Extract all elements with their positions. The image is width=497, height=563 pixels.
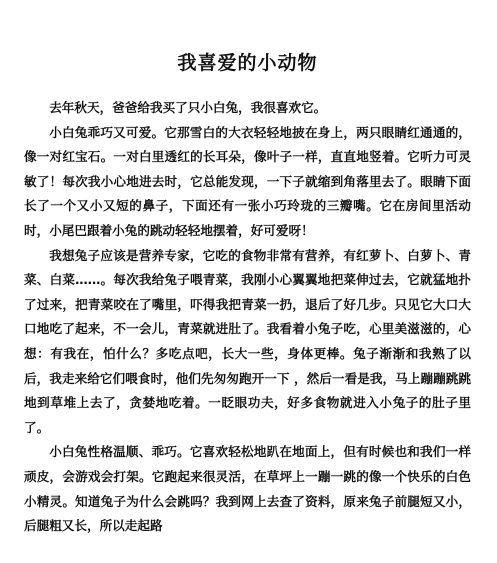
article-body (24, 96, 471, 539)
paragraph-2: 小白兔乖巧又可爱。它那雪白的大衣轻轻地披在身上，两只眼睛红通通的，像一对红宝石。一对白里透红的长耳朵，像叶子一样，直直地竖着。它听力可灵敏了！每次我小心地进去时，它总能发现，一下子就缩到角落里去了。眼睛下面长了一个又小又短的鼻子，下面还有一张小巧玲珑的三瓣嘴。它在房间里活动时，小尾巴跟着小兔的跳动轻轻地摆着，好可爱呀！ (24, 124, 471, 238)
paragraph-4: 小白兔性格温顺、乖巧。它喜欢轻松地趴在地面上，但有时候也和我们一样顽皮，会游戏会打架。它跑起来很灵活，在草坪上一蹦一跳的像一个快乐的白色小精灵。知道兔子为什么会跳吗？我到网上去查了资料，原来兔子前腿短又小，后腿粗又长，所以走起路 (24, 444, 471, 534)
article-title: 我喜爱的小动物 (177, 52, 318, 74)
paragraph-1: 去年秋天，爸爸给我买了只小白兔，我很喜欢它。 (49, 100, 327, 115)
paragraph-3: 我想兔子应该是营养专家，它吃的食物非常有营养，有红萝卜、白萝卜、青菜、白菜……。每次我给兔子喂青菜，我刚小心翼翼地把菜伸过去，它就猛地扑了过来，把青菜咬在了嘴里，吓得我把青菜一扔，退后了好几步。只见它大口大口地吃了起来，不一会儿，青菜就进肚了。我看着小兔子吃，心里美滋滋的，心想：有我在，怕什么？多吃点吧，长大一些，身体更棒。兔子渐渐和我熟了以后，我走来给它们喂食时，他们先匆匆跑开一下 ，然后一看是我，马上蹦蹦跳跳地到草堆上去了，贪婪地吃着。一眨眼功夫，好多食物就进入小兔子的肚子里了。 (24, 247, 471, 435)
